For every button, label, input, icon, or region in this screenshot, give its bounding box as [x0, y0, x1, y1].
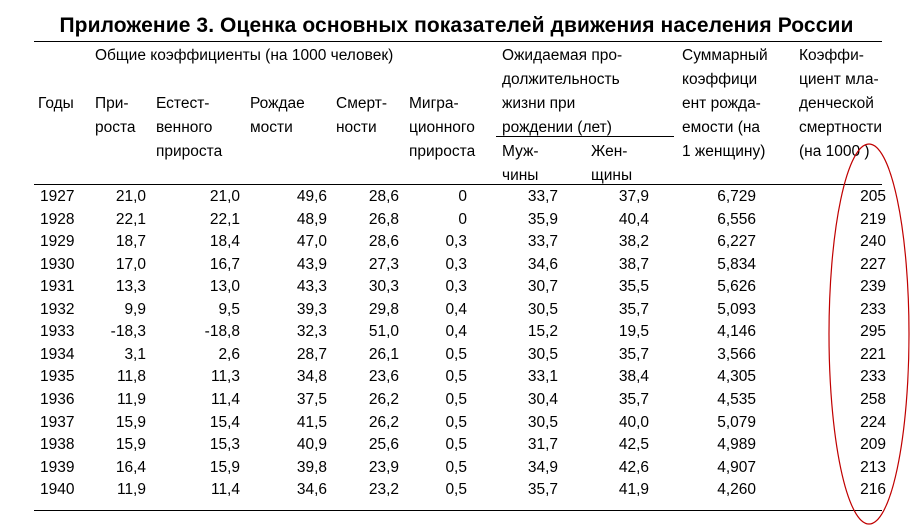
header-men-line-2: чины	[502, 167, 539, 184]
cell-birth: 49,6	[296, 188, 327, 205]
cell-migration: 0,3	[445, 255, 467, 273]
cell-migration: 0	[458, 188, 467, 205]
cell-fertility: 4,146	[717, 323, 756, 341]
header-migration-line-3: прироста	[409, 143, 476, 160]
cell-natural-growth: 2,6	[218, 345, 240, 363]
cell-death: 29,8	[368, 300, 399, 318]
header-growth-line-2: роста	[95, 119, 136, 136]
cell-birth: 43,3	[296, 278, 327, 296]
cell-fertility: 4,989	[717, 436, 756, 454]
cell-growth: 17,0	[115, 255, 146, 273]
header-life-expectancy-line-4: рождении (лет)	[502, 119, 612, 136]
cell-fertility: 5,079	[717, 413, 756, 431]
cell-death: 26,2	[368, 413, 399, 431]
header-fertility-line-3: ент рожда-	[682, 95, 761, 112]
cell-migration: 0	[458, 210, 467, 228]
cell-death: 23,2	[368, 481, 399, 499]
cell-women: 42,6	[618, 458, 649, 476]
header-infant-mortality-line-5: (на 1000 )	[799, 143, 870, 160]
cell-women: 40,0	[618, 413, 649, 431]
cell-men: 30,5	[527, 300, 558, 318]
header-infant-mortality-line-2: циент мла-	[799, 71, 879, 88]
cell-death: 26,2	[368, 390, 399, 408]
header-fertility-line-2: коэффици	[682, 71, 758, 88]
cell-fertility: 6,556	[717, 210, 756, 228]
cell-migration: 0,3	[445, 278, 467, 296]
header-women-line-1: Жен-	[591, 143, 628, 160]
cell-migration: 0,4	[445, 323, 467, 341]
cell-year: 1940	[40, 481, 75, 499]
cell-women: 41,9	[618, 481, 649, 499]
cell-fertility: 6,227	[717, 233, 756, 251]
header-natural-growth-line-3: прироста	[156, 143, 223, 160]
cell-infant-mortality: 209	[860, 436, 886, 454]
header-infant-mortality-line-3: денческой	[799, 95, 874, 112]
cell-infant-mortality: 295	[860, 323, 886, 341]
cell-growth: 21,0	[115, 188, 146, 205]
cell-birth: 34,6	[296, 481, 327, 499]
cell-infant-mortality: 221	[860, 345, 886, 363]
cell-infant-mortality: 224	[860, 413, 886, 431]
cell-birth: 41,5	[296, 413, 327, 431]
cell-growth: -18,3	[110, 323, 146, 341]
cell-death: 51,0	[368, 323, 399, 341]
cell-death: 28,6	[368, 233, 399, 251]
header-years-line-1: Годы	[38, 95, 74, 112]
cell-year: 1932	[40, 300, 75, 318]
cell-natural-growth: 11,4	[210, 390, 240, 408]
cell-death: 26,8	[368, 210, 399, 228]
cell-death: 26,1	[368, 345, 399, 363]
header-birth-line-2: мости	[250, 119, 293, 136]
cell-women: 42,5	[618, 436, 649, 454]
header-life-expectancy-line-3: жизни при	[502, 95, 576, 112]
cell-fertility: 5,834	[717, 255, 756, 273]
cell-death: 25,6	[368, 436, 399, 454]
cell-year: 1929	[40, 233, 75, 251]
cell-women: 38,2	[618, 233, 649, 251]
header-death-line-1: Смерт-	[336, 95, 388, 112]
cell-growth: 11,9	[116, 390, 146, 408]
cell-growth: 3,1	[124, 345, 146, 363]
cell-migration: 0,5	[445, 458, 467, 476]
cell-year: 1939	[40, 458, 75, 476]
cell-infant-mortality: 233	[860, 300, 886, 318]
header-migration-line-2: ционного	[409, 119, 475, 136]
cell-birth: 47,0	[296, 233, 327, 251]
cell-fertility: 3,566	[717, 345, 756, 363]
cell-fertility: 4,260	[717, 481, 756, 499]
cell-natural-growth: 18,4	[209, 233, 240, 251]
header-fertility-line-4: емости (на	[682, 119, 761, 136]
cell-women: 35,7	[618, 390, 649, 408]
cell-birth: 39,8	[296, 458, 327, 476]
cell-growth: 18,7	[115, 233, 146, 251]
cell-fertility: 5,093	[717, 300, 756, 318]
cell-fertility: 4,907	[717, 458, 756, 476]
cell-migration: 0,5	[445, 413, 467, 431]
cell-natural-growth: 11,3	[210, 368, 240, 386]
cell-fertility: 4,535	[717, 390, 756, 408]
cell-men: 33,7	[527, 233, 558, 251]
cell-year: 1936	[40, 390, 75, 408]
cell-natural-growth: 9,5	[218, 300, 240, 318]
cell-birth: 34,8	[296, 368, 327, 386]
cell-men: 30,4	[527, 390, 558, 408]
cell-women: 35,7	[618, 345, 649, 363]
cell-migration: 0,3	[445, 233, 467, 251]
cell-natural-growth: 15,3	[209, 436, 240, 454]
cell-infant-mortality: 240	[860, 233, 886, 251]
cell-fertility: 5,626	[717, 278, 756, 296]
cell-growth: 22,1	[115, 210, 146, 228]
cell-birth: 43,9	[296, 255, 327, 273]
cell-birth: 39,3	[296, 300, 327, 318]
header-fertility-line-5: 1 женщину)	[682, 143, 766, 160]
header-birth-line-1: Рождае	[250, 95, 305, 112]
cell-natural-growth: 13,0	[209, 278, 240, 296]
cell-migration: 0,5	[445, 345, 467, 363]
header-women-line-2: щины	[591, 167, 633, 184]
cell-birth: 32,3	[296, 323, 327, 341]
cell-natural-growth: 15,4	[209, 413, 240, 431]
header-migration-line-1: Мигра-	[409, 95, 459, 112]
header-life-expectancy-line-2: должительность	[502, 71, 620, 88]
cell-men: 30,5	[527, 413, 558, 431]
cell-death: 23,6	[368, 368, 399, 386]
cell-women: 37,9	[618, 188, 649, 205]
cell-men: 34,6	[527, 255, 558, 273]
cell-death: 23,9	[368, 458, 399, 476]
cell-year: 1935	[40, 368, 75, 386]
cell-men: 30,7	[527, 278, 558, 296]
cell-death: 30,3	[368, 278, 399, 296]
cell-natural-growth: 22,1	[209, 210, 240, 228]
header-general-group-line-1: Общие коэффициенты (на 1000 человек)	[95, 47, 394, 64]
header-men-line-1: Муж-	[502, 143, 539, 160]
cell-natural-growth: 15,9	[209, 458, 240, 476]
cell-women: 35,5	[618, 278, 649, 296]
cell-growth: 11,9	[116, 481, 146, 499]
header-growth-line-1: При-	[95, 95, 129, 112]
cell-infant-mortality: 213	[860, 458, 886, 476]
header-fertility-line-1: Суммарный	[682, 47, 768, 64]
cell-men: 31,7	[527, 436, 558, 454]
cell-year: 1930	[40, 255, 75, 273]
cell-men: 33,1	[527, 368, 558, 386]
cell-growth: 9,9	[124, 300, 146, 318]
cell-infant-mortality: 219	[860, 210, 886, 228]
header-death-line-2: ности	[336, 119, 377, 136]
cell-men: 15,2	[527, 323, 558, 341]
cell-growth: 13,3	[115, 278, 146, 296]
cell-women: 38,4	[618, 368, 649, 386]
cell-year: 1931	[40, 278, 75, 296]
cell-infant-mortality: 227	[860, 255, 886, 273]
cell-infant-mortality: 239	[860, 278, 886, 296]
cell-natural-growth: 16,7	[209, 255, 240, 273]
cell-infant-mortality: 233	[860, 368, 886, 386]
cell-men: 33,7	[527, 188, 558, 205]
cell-migration: 0,5	[445, 436, 467, 454]
cell-growth: 16,4	[115, 458, 146, 476]
cell-year: 1928	[40, 210, 75, 228]
cell-women: 40,4	[618, 210, 649, 228]
cell-year: 1937	[40, 413, 75, 431]
cell-men: 34,9	[527, 458, 558, 476]
cell-growth: 11,8	[116, 368, 146, 386]
cell-year: 1934	[40, 345, 75, 363]
cell-migration: 0,5	[445, 390, 467, 408]
cell-growth: 15,9	[115, 413, 146, 431]
header-infant-mortality-line-1: Коэффи-	[799, 47, 864, 64]
highlight-ellipse	[829, 144, 909, 524]
cell-infant-mortality: 205	[860, 188, 886, 205]
cell-death: 27,3	[368, 255, 399, 273]
cell-infant-mortality: 258	[860, 390, 886, 408]
cell-women: 38,7	[618, 255, 649, 273]
cell-natural-growth: 21,0	[209, 188, 240, 205]
cell-infant-mortality: 216	[860, 481, 886, 499]
cell-men: 30,5	[527, 345, 558, 363]
cell-natural-growth: 11,4	[210, 481, 240, 499]
cell-birth: 40,9	[296, 436, 327, 454]
cell-year: 1938	[40, 436, 75, 454]
header-infant-mortality-line-4: смертности	[799, 119, 883, 136]
cell-birth: 37,5	[296, 390, 327, 408]
cell-men: 35,7	[527, 481, 558, 499]
cell-natural-growth: -18,8	[204, 323, 240, 341]
cell-women: 19,5	[618, 323, 649, 341]
cell-women: 35,7	[618, 300, 649, 318]
header-natural-growth-line-1: Естест-	[156, 95, 210, 112]
header-natural-growth-line-2: венного	[156, 119, 213, 136]
cell-migration: 0,4	[445, 300, 467, 318]
cell-growth: 15,9	[115, 436, 146, 454]
page-title: Приложение 3. Оценка основных показателей движения населения России	[59, 14, 854, 37]
cell-year: 1933	[40, 323, 75, 341]
cell-year: 1927	[40, 188, 75, 205]
cell-men: 35,9	[527, 210, 558, 228]
cell-birth: 28,7	[296, 345, 327, 363]
cell-birth: 48,9	[296, 210, 327, 228]
cell-fertility: 4,305	[717, 368, 756, 386]
cell-fertility: 6,729	[717, 188, 756, 205]
cell-death: 28,6	[368, 188, 399, 205]
cell-migration: 0,5	[445, 368, 467, 386]
header-life-expectancy-line-1: Ожидаемая про-	[502, 47, 623, 64]
cell-migration: 0,5	[445, 481, 467, 499]
